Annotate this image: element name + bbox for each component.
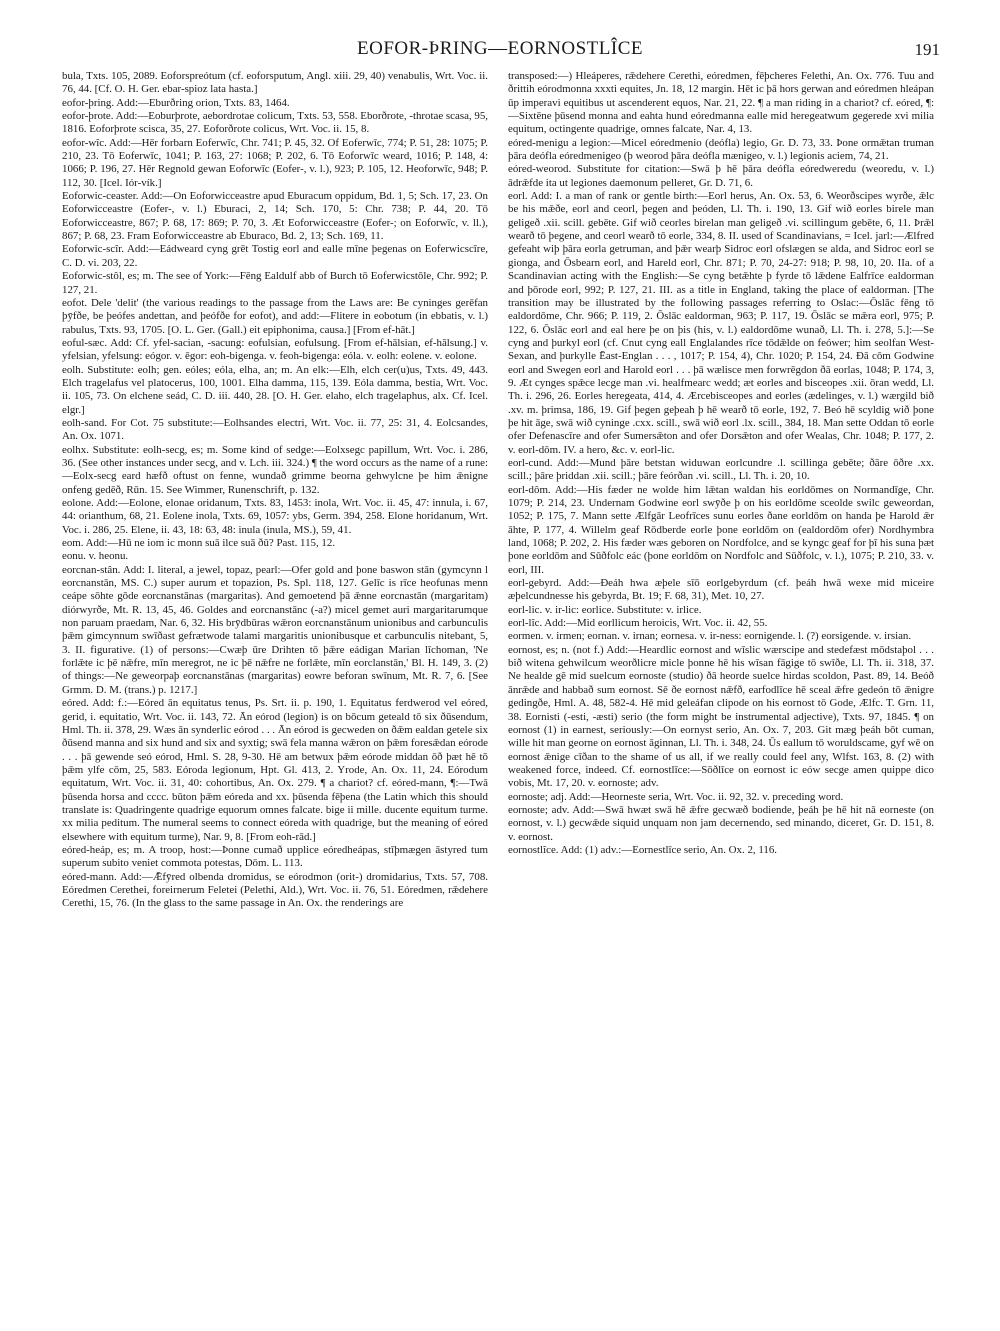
entry-text: eofot. Dele 'delit' (the various readings to the passage from the Laws are: Be cyninges gerēfan þȳfðe, be þeófes andettan, and þeófðe for eofot), and add:—Flitere in eobotum (in ebbatis, v. l.) rabulus, Txts. 93, 1705. [O. L. Ger. (Gall.) eit epiphonima, causa.] [From ef-hāt.] [62, 296, 488, 336]
entry-text: eom. Add:—Hū ne iom ic monn suā ilce suā ðū? Past. 115, 12. [62, 537, 336, 550]
entry-text: Eoforwic-scîr. Add:—Eádweard cyng grēt Tostig eorl and ealle mīne þegenas on Eoferwicscīre, C. D. vi. 203, 22. [62, 243, 488, 269]
entry-text: eóred. Add: f.:—Eóred ān equitatus tenus, Ps. Srt. ii. p. 190, 1. Equitatus ferdwerod vel eóred, gerid, i. equitatio, Wrt. Voc. ii. 143, 72. Ān eórod (legion) is on bōcum geteald tō six ðūsendum, Hml. Th. ii. 378, 29. Wæs ān synderlic eórod . . . Ān eórod is gecweden on ðǣm ealdan getele six ðūsend manna and six hund and six and syxtig; swā fela manna wǣron on þǣm foresǣdan eórode . . . þā gewende seó eórod, Hml. S. 28, 9-30. Hē am betwux þǣm eórode middan ōð þæt hē tō þǣm ylfe cōm, 25, 583. Eóroda legionum, Hpt. Gl. 413, 2. Yrode, An. Ox. 11, 24. Eórodum equitatum, Wrt. Voc. ii. 31, 40: cohortibus, An. Ox. 279. ¶ a chariot? cf. eóred-mann, ¶:—Twā þūsenda horsa and cccc. būton þǣm eóreda and xx. þūsenda fēþena (the Latin which this should translate is: Quadringente quadrige equorum omnes falcate. bige ii mille. ducente equitum turme. xx milia peditum. The numeral seems to connect eóreda with quadrige, but the meaning of eóred elsewhere with equitum turme), Nar. 9, 8. [From eoh-rād.] [62, 697, 488, 843]
entry-text: Eoforwic-stôl, es; m. The see of York:—Fēng Ealdulf abb of Burch tō Eoferwicstōle, Chr. 992; P. 127, 21. [62, 270, 488, 296]
entry-text: eorl-cund. Add:—Mund þāre betstan widuwan eorlcundre .l. scillinga gebēte; ðāre ōðre .xx. scill.; þāre þriddan .xii. scill.; þāre feórðan .vi. scill., Ll. Th. i. 20, 10. [508, 456, 934, 483]
left-column [62, 70, 488, 1310]
entry-text: eofor-þrote. Add:—Eoburþrote, aebordrotae colicum, Txts. 53, 558. Eborðrote, -throtae scasa, 95, 1816. Eoforþrote scisca, 35, 27. Eoforðrote colicus, Wrt. Voc. ii. 15, 8. [62, 110, 488, 136]
entry-text: eofor-wîc. Add:—Hēr forbarn Eoferwīc, Chr. 741; P. 45, 32. Of Eoferwīc, 774; P. 51, 28: 1075; P. 210, 23. Tō Eoferwīc, 1041; P. 163, 27: 1068; P. 202, 6. Tō Eoforwīc weard, 1016; P. 148, 4: 1066; P. 196, 27. Hēr Regnold gewan Eoforwīc (Eofer-, v. l.), 923; P. 105, 12. Heoforwīc, 948; P. 112, 30. [Icel. Iór-vík.] [62, 136, 488, 189]
page-header [60, 38, 940, 68]
entry-text: eóred-mann. Add:—Ǣfȳred olbenda dromidus, se eórodmon (orit-) dromidarius, Txts. 57, 708. Eóredmen Cerethei, foreirnerum Feletei (Pelethi, Ald.), Wrt. Voc. ii. 76, 51. Eóredmen, rǣdehere Cerethi, 15, 76. (In the glass to the same passage in An. Ox. the renderings are [62, 870, 488, 910]
entry-text: bula, Txts. 105, 2089. Eoforspreótum (cf. eoforsputum, Angl. xiii. 29, 40) venabulis, Wrt. Voc. ii. 76, 44. [Cf. O. H. Ger. ebar-spioz lata hasta.] [62, 70, 488, 96]
page-number: 191 [914, 40, 940, 59]
entry-text: eornostlîce. Add: (1) adv.:—Eornestlīce serio, An. Ox. 2, 116. [508, 843, 777, 856]
running-title: EOFOR-ÞRING—EORNOSTLÎCE [357, 38, 643, 59]
entry-text: eornost, es; n. (not f.) Add:—Heardlic eornost and wīslic wærscipe and stedefæst mōdstaþol . . . bið witena gehwilcum weorðlicre micle þonne hē his wīsan fāgige tō swīðe, Ll. Th. ii. 318, 37. Ne healde gē mid suelcum eornoste (studio) ðā heorde suelce hirdas scoldon, Past. 89, 14. Beóð ānrǣde and habbað sum eornost. Sē ðe eornost nǣfð, earfodlīce hē sceal ǣfre gedeón tō ǣnigre gedingðe, Hml. A. 48, 582-4. Hē mid geleáfan clipode on his eornost tō Gode, Ælfc. T. Grn. 11, 38. Eornisti (-esti, -æsti) serio (the form might be instrumental adjective), Txts. 97, 1845. ¶ on eornost (1) in earnest, seriously:—On eornyst serio, An. Ox. 7, 203. Git mæg þeáh bōt cuman, wille hit man georne on eornost āginnan, Ll. Th. i. 348, 24. Ūs eallum tō woruldscame, gyf wē on eornost ǣnige cīðan to the shame of us all, if we really could feel any, Wlfst. 163, 8. (2) with weakened force, indeed. Cf. eornostlīce:—Sōðlīce on eornost ic eów secge amen quippe dico vobis, Mt. 17, 20. v. eornoste; adv. [508, 643, 934, 790]
entry-text: eolh. Substitute: eolh; gen. eóles; eóla, elha, an; m. An elk:—Elh, elch cer(u)us, Txts. 49, 443. Elch tragelafus vel platocerus, 100, 1001. Elha damma, 115, 139. Eóla damma, bestia, Wrt. Voc. ii. 105, 73. On elchene seád, C. D. iii. 440, 28. [O. H. Ger. elaho, elch tragelaphus, alx. Cf. Icel. elgr.] [62, 363, 488, 416]
entry-text: eorl. Add: I. a man of rank or gentle birth:—Eorl herus, An. Ox. 53, 6. Weorðscipes wyrðe, ǣlc be his mǣðe, eorl and ceorl, þegen and þeóden, Ll. Th. i. 190, 13. Gif wið eorles birele man geligeð .xii. scill. gebēte. Gif wið ceorles birelan man geligeð .vi. scillingum gebēte, 6, 11. Þrǣl wearð tō þegene, and ceorl wearð tō eorle, 334, 8. II. used of Scandinavians, = Icel. jarl:—Ælfred gefeaht wiþ þāra eorla getruman, and þǣr wearþ Sidroc eorl ofslægen se alda, and Sidroc eorl se gionga, and Ōsbearn eorl, and Hareld eorl, Chr. 871; P. 70, 24-27: 918; P. 98, 10, 20. IIa. of a Scandinavian acting with the English:—Se cyng betǣhte þ fyrde tō lǣdene Ealfrīce ealdorman and þōrode eorl, 992; P. 127, 21. III. as a title in England, taking the place of ealdorman. [The transition may be illustrated by the following passages referring to Oslac:—Ōslāc fēng tō ealdordōme, Chr. 966; P. 119, 2. Ōslāc ealdorman, 963; P. 117, 19. Ōslāc se mǣra eorl, 975; P. 122, 6. Ōslāc eorl and eal here þe on þis (his, v. l.) ealdordōme wunað, Ll. Th. i. 278, 5.]:—Se cyng and þurkyl eorl (cf. Cnut cyng eall Englalandes rīce tōdǣlde on feówer; him seolfan West-Sexan, and þurkylle Ēast-Englan . . . , 1017; P. 154, 4), Chr. 1020; P. 154, 24. Ðā cōm Godwine eorl and Swegen eorl and Harold eorl . . . þā wælisce men forwrēgdon ðā eorlas, 1048; P. 174, 3, 9. Æt cynges spǣce lecge man .vi. healfmearc wedd; æt eorles and bisceopes .xii. ōran wedd, Ll. Th. i. 296, 26. Eorles heregeata, 414, 4. Ærcebisceopes and eorles (ædelinges, v. l.) wærgild bið .xv. m. þrimsa, 186, 19. Gif þegen geþeah þ hē wearð tō eorle, 192, 7. Beó hē scyldig wið þone þe hit āge, swā wið cyninge .cxx. scill., swā wið eorl .lx. scill., 384, 18. Man sette Oddan tō eorle ofer Defenascīre and ofer Sumersǣton and ofer Dorsǣton and ofer Wealas, Chr. 1048; P. 177, 2. v. eorl-dōm. IV. a hero, &c. v. eorl-lic. [508, 190, 934, 456]
entry-text: eormen. v. irmen; eornan. v. irnan; eornesa. v. ir-ness: eornigende. l. (?) eorsigende. v. irsian. [508, 630, 912, 643]
entry-text: eornoste; adj. Add:—Heorneste seria, Wrt. Voc. ii. 92, 32. v. preceding word. [508, 790, 844, 803]
right-column [508, 70, 934, 1310]
entry-text: transposed:—) Hleáperes, rǣdehere Cerethi, eóredmen, fēþcheres Felethi, An. Ox. 776. Tuu and ðrittih eórodmonna xxxti equites, Jn. 18, 12 margin. Hēt ic þā hors gerwan and eóredmen hleápan ūp imperavi equitibus ut ascenderent equos, Nar. 21, 22. ¶ a man riding in a chariot? cf. eóred, ¶:—Sixtēne þūsend monna and eahta hund eóredmanna ealle mid heregeatwum gegerede xvi milia equitum, octingente quadrige, omnes falcate, Nar. 4, 13. [508, 70, 934, 136]
entry-text: eornoste; adv. Add:—Swā hwæt swā hē ǣfre gecwæð bodiende, þeáh þe hē hit nā eorneste (on eornost, v. l.) gecwǣde siquid unquam non jam decernendo, sed minando, diceret, Gr. D. 151, 8. v. eornost. [508, 803, 934, 843]
entry-text: eóred-menigu a legion:—Micel eóredmenio (deófla) legio, Gr. D. 73, 33. Þone ormǣtan truman þāra deófla eóredmenigeo (þ weorod þāra deófla mænigeo, v. l.) legionis aciem, 74, 21. [508, 136, 934, 163]
entry-text: eorl-dôm. Add:—His fæder ne wolde him lǣtan waldan his eorldōmes on Normandīge, Chr. 1079; P. 214, 23. Undernam Godwine eorl swȳðe þ on his eorldōme sceolde swilc geweordan, 1052; P. 175, 7. Mann sette Ælfgār Leofrīces sunu eorles ðane eorldōm on handa þe Harold ǣr āhte, P. 177, 4. Willelm geaf Rōdberde eorle þone eorldōm on (ealdordōm ofer) Nordhymbra land, 1068; P. 202, 2. His fæder wæs geboren on Nordfolce, and se kyngc geaf for þī his suna þæt þone eorldōm and Sūðfolc eác (þone eorldōm on Nordfolc and Sūðfolc, v. l.), 1075; P. 210, 33. v. eorl, III. [508, 483, 934, 576]
entry-text: eolhx. Substitute: eolh-secg, es; m. Some kind of sedge:—Eolxsegc papillum, Wrt. Voc. i. 286, 36. (See other instances under secg, and v. Lch. iii. 324.) ¶ the word occurs as the name of a rune:—Eolx-secg eard hæfð oftust on fenne, wundað grimme beorna gehwylcne þe him ǣnigne onfeng gedēð, Rūn. 15. See Wimmer, Runenschrift, p. 132. [62, 443, 488, 496]
entry-text: eorl-gebyrd. Add:—Ðeáh hwa æþele sīō eorlgebyrdum (cf. þeáh hwā wexe mid miceire æþelcundnesse his gebyrda, Bt. 19; F. 68, 31), Met. 10, 27. [508, 577, 934, 603]
entry-text: eorl-lic. v. ir-lic: eorlice. Substitute: v. irlice. [508, 603, 702, 616]
entry-text: eoful-sæc. Add: Cf. yfel-sacian, -sacung: eofulsian, eofulsung. [From ef-hālsian, ef-hālsung.] v. yfelsian, yfelsung: eógor. v. ēgor: eoh-bigenga. v. feoh-bigenga: eóla. v. eolh: eolene. v. eolone. [62, 336, 488, 363]
entry-text: Eoforwic-ceaster. Add:—On Eoforwicceastre apud Eburacum oppidum, Bd. 1, 5; Sch. 17, 23. On Eoforwicceastre (Eofer-, v. l.) Eburaci, 2, 14; Sch. 170, 5: Chr. 738; P. 44, 20. Tō Eoforwicceastre, 867; P. 68, 17: 869; P. 70, 3. Æt Eoforwicceastre (Eofer-; on Eoforwīc, v. ll.), 867; P. 68, 23. Fram Eoforwicceastre ab Eburaco, Bd. 2, 13; Sch. 169, 11. [62, 190, 488, 243]
entry-text: eonu. v. heonu. [62, 550, 129, 563]
entry-text: eóred-heáp, es; m. A troop, host:—Þonne cumað upplice eóredheápas, stīþmægen āstyred tum superum subito veniet commota potestas, Dōm. L. 113. [62, 843, 488, 870]
entry-text: eorcnan-stân. Add: I. literal, a jewel, topaz, pearl:—Ofer gold and þone baswon stān (gymcynn l eorcnanstān, MS. C.) super aurum et topazion, Ps. Spl. 118, 127. Gelīc is rīce heofunas menn ceápe sōhte gōde eorcnanstānas (margaritas). And gemoetend þā ǣnne eorcnastān (margaritam) diórwyrðe, Mt. R. 13, 45, 46. Goldes and eorcnanstānc (-a?) micel gemet auri margaritarumque non paruam praedam, Nar. 6, 32. His brȳdbūras wǣron eorcnanstānum unionibus and carbunculis þǣm gimcynnum swīðast gefrætwode talami margaritis unionibusque et carbunculis nitebant, 5, 3. II. figurative. (1) of persons:—Cwæþ ūre Drihten tō þǣre eádigan Marian līchoman, 'Ne forlǣte ic þē nǣfre, mīn meregrot, ne ic þē nǣfre ne forlǣte, mīn eorclanstān,' Bl. H. 149, 3. (2) of things:—Ne geweorpaþ eorcnanstānas (margaritas) eowre beforan swīnum, Mt. R. 7, 6. [See Grmm. D. M. (trans.) p. 1217.] [62, 563, 488, 696]
entry-text: eolone. Add:—Eolone, elonae oridanum, Txts. 83, 1453: inola, Wrt. Voc. ii. 45, 47: innula, i. 67, 44: orianthum, 68, 21. Eolene inola, Txts. 69, 1057: ybs, Germ. 394, 258. Elone horidanum, Wrt. Voc. i. 286, 25. Elene, ii. 43, 18: 63, 48: inula (inula, MS.), 59, 41. [62, 497, 488, 536]
entry-text: eofor-þring. Add:—Eburðring orion, Txts. 83, 1464. [62, 96, 290, 109]
entry-text: eóred-weorod. Substitute for citation:—Swā þ hē þāra deófla eóredweredu (weoredu, v. l.) ādrǣfde ita ut legiones daemonum pelleret, Gr. D. 71, 6. [508, 163, 934, 189]
entry-text: eorl-lîc. Add:—Mid eorllicum heroicis, Wrt. Voc. ii. 42, 55. [508, 617, 768, 630]
entry-text: eolh-sand. For Cot. 75 substitute:—Eolhsandes electri, Wrt. Voc. ii. 77, 25: 31, 4. Eolcsandes, An. Ox. 1071. [62, 416, 488, 443]
